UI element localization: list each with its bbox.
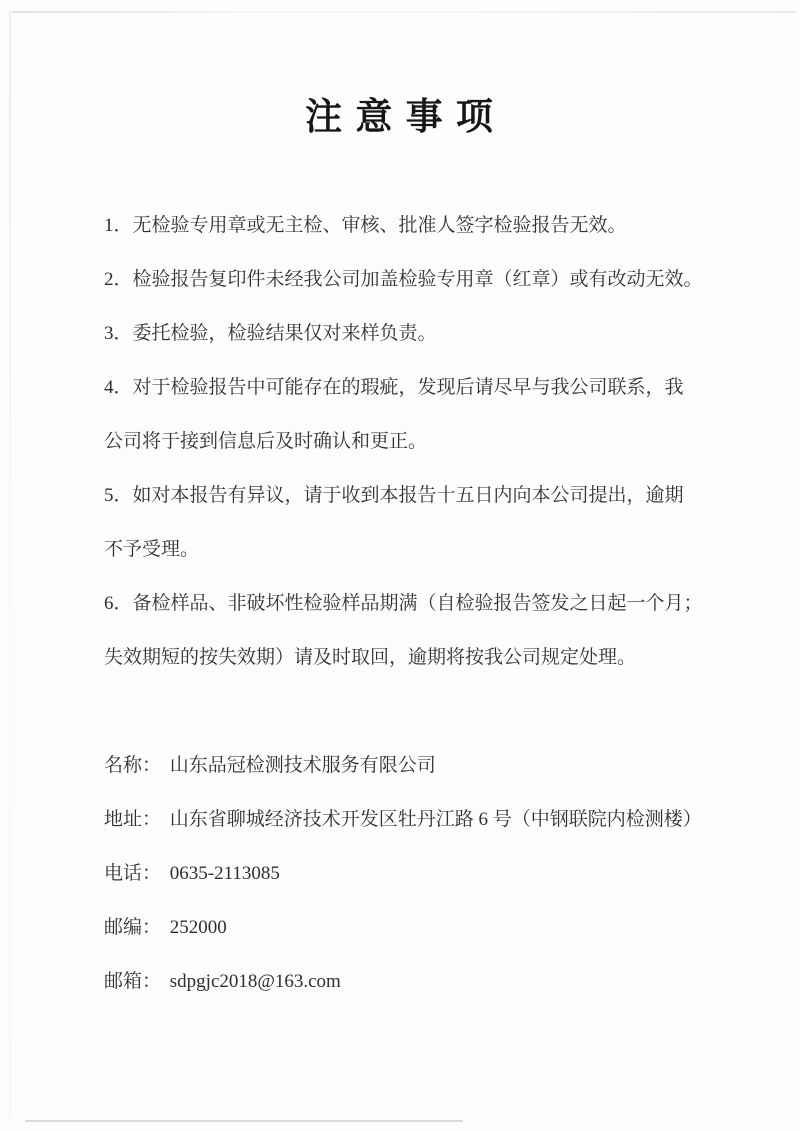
scan-artifact-bottom-edge [25,1120,463,1122]
contact-postal-label: 邮编： [104,917,162,938]
contact-email-value: sdpgjc2018@163.com [169,971,341,992]
contact-info [104,739,744,1009]
contact-address-label: 地址： [104,809,162,830]
contact-address [104,793,744,847]
notice-list [104,199,744,685]
contact-phone-value: 0635-2113085 [169,863,280,884]
contact-email-label: 邮箱： [104,971,162,992]
page-title: 注 意 事 项 [305,97,495,138]
scan-artifact-top-edge [12,11,796,13]
contact-name-value: 山东品冠检测技术服务有限公司 [169,755,436,776]
contact-address-value: 山东省聊城经济技术开发区牡丹江路 6 号（中钢联院内检测楼） [169,809,702,830]
contact-name-label: 名称： [104,755,162,776]
notice-item-4-line-1: 4．对于检验报告中可能存在的瑕疵，发现后请尽早与我公司联系，我 [104,377,684,398]
contact-postal-value: 252000 [169,917,227,938]
notice-item-4-line-2: 公司将于接到信息后及时确认和更正。 [104,431,428,452]
notice-item-1: 1．无检验专用章或无主检、审核、批准人签字检验报告无效。 [104,215,627,236]
contact-company-name [104,739,744,793]
notice-item-5-line-1: 5．如对本报告有异议，请于收到本报告十五日内向本公司提出，逾期 [104,485,684,506]
contact-phone [104,847,744,901]
contact-phone-label: 电话： [104,863,162,884]
notice-item-5-line-2: 不予受理。 [104,539,200,560]
notice-item-3: 3．委托检验，检验结果仅对来样负责。 [104,323,437,344]
notice-item-6-line-2: 失效期短的按失效期）请及时取回，逾期将按我公司规定处理。 [104,647,637,668]
notice-item-6-line-1: 6．备检样品、非破坏性检验样品期满（自检验报告签发之日起一个月； [104,593,703,614]
notice-item-2: 2．检验报告复印件未经我公司加盖检验专用章（红章）或有改动无效。 [104,269,703,290]
scan-artifact-left-edge [9,11,11,1119]
contact-email [104,955,744,1009]
contact-postal-code [104,901,744,955]
